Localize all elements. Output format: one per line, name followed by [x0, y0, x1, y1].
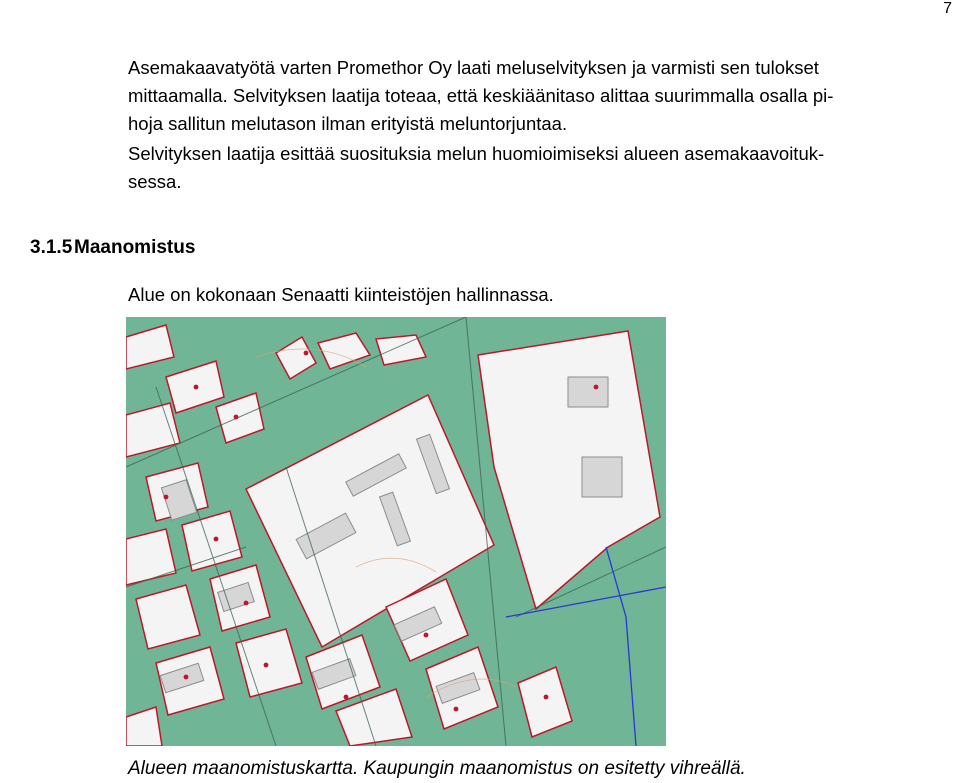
- section-heading: [30, 237, 195, 259]
- intro-line-2: mittaamalla. Selvityksen laatija toteaa, että keskiäänitaso alittaa suurimmalla osalla pi-: [128, 85, 834, 106]
- recommendation-line-1: Selvityksen laatija esittää suosituksia melun huomioimiseksi alueen asemakaavoituk-: [128, 143, 825, 164]
- intro-line-3: hoja sallitun melutason ilman erityistä meluntorjuntaa.: [128, 113, 568, 134]
- section-title: Maanomistus: [74, 237, 196, 258]
- marker-10: [424, 633, 429, 638]
- marker-8: [264, 663, 269, 668]
- building-6: [582, 457, 622, 497]
- marker-11: [454, 707, 459, 712]
- recommendation-line-2: sessa.: [128, 171, 182, 192]
- marker-9: [344, 695, 349, 700]
- building-5: [568, 377, 608, 407]
- marker-2: [234, 415, 239, 420]
- recommendation-paragraph: [128, 140, 928, 196]
- page-number: 7: [943, 0, 952, 17]
- intro-paragraph: [128, 54, 928, 138]
- marker-1: [194, 385, 199, 390]
- land-ownership-map: [126, 317, 666, 746]
- marker-5: [214, 537, 219, 542]
- marker-6: [244, 601, 249, 606]
- figure-caption: Alueen maanomistuskartta. Kaupungin maanomistus on esitetty vihreällä.: [128, 758, 746, 779]
- marker-4: [164, 495, 169, 500]
- section-number: 3.1.5: [30, 237, 73, 258]
- marker-13: [594, 385, 599, 390]
- section-body: [128, 281, 928, 309]
- marker-7: [184, 675, 189, 680]
- section-body-text: Alue on kokonaan Senaatti kiinteistöjen hallinnassa.: [128, 284, 554, 305]
- marker-12: [544, 695, 549, 700]
- intro-line-1: Asemakaavatyötä varten Promethor Oy laati meluselvityksen ja varmisti sen tulokset: [128, 57, 819, 78]
- marker-3: [304, 351, 309, 356]
